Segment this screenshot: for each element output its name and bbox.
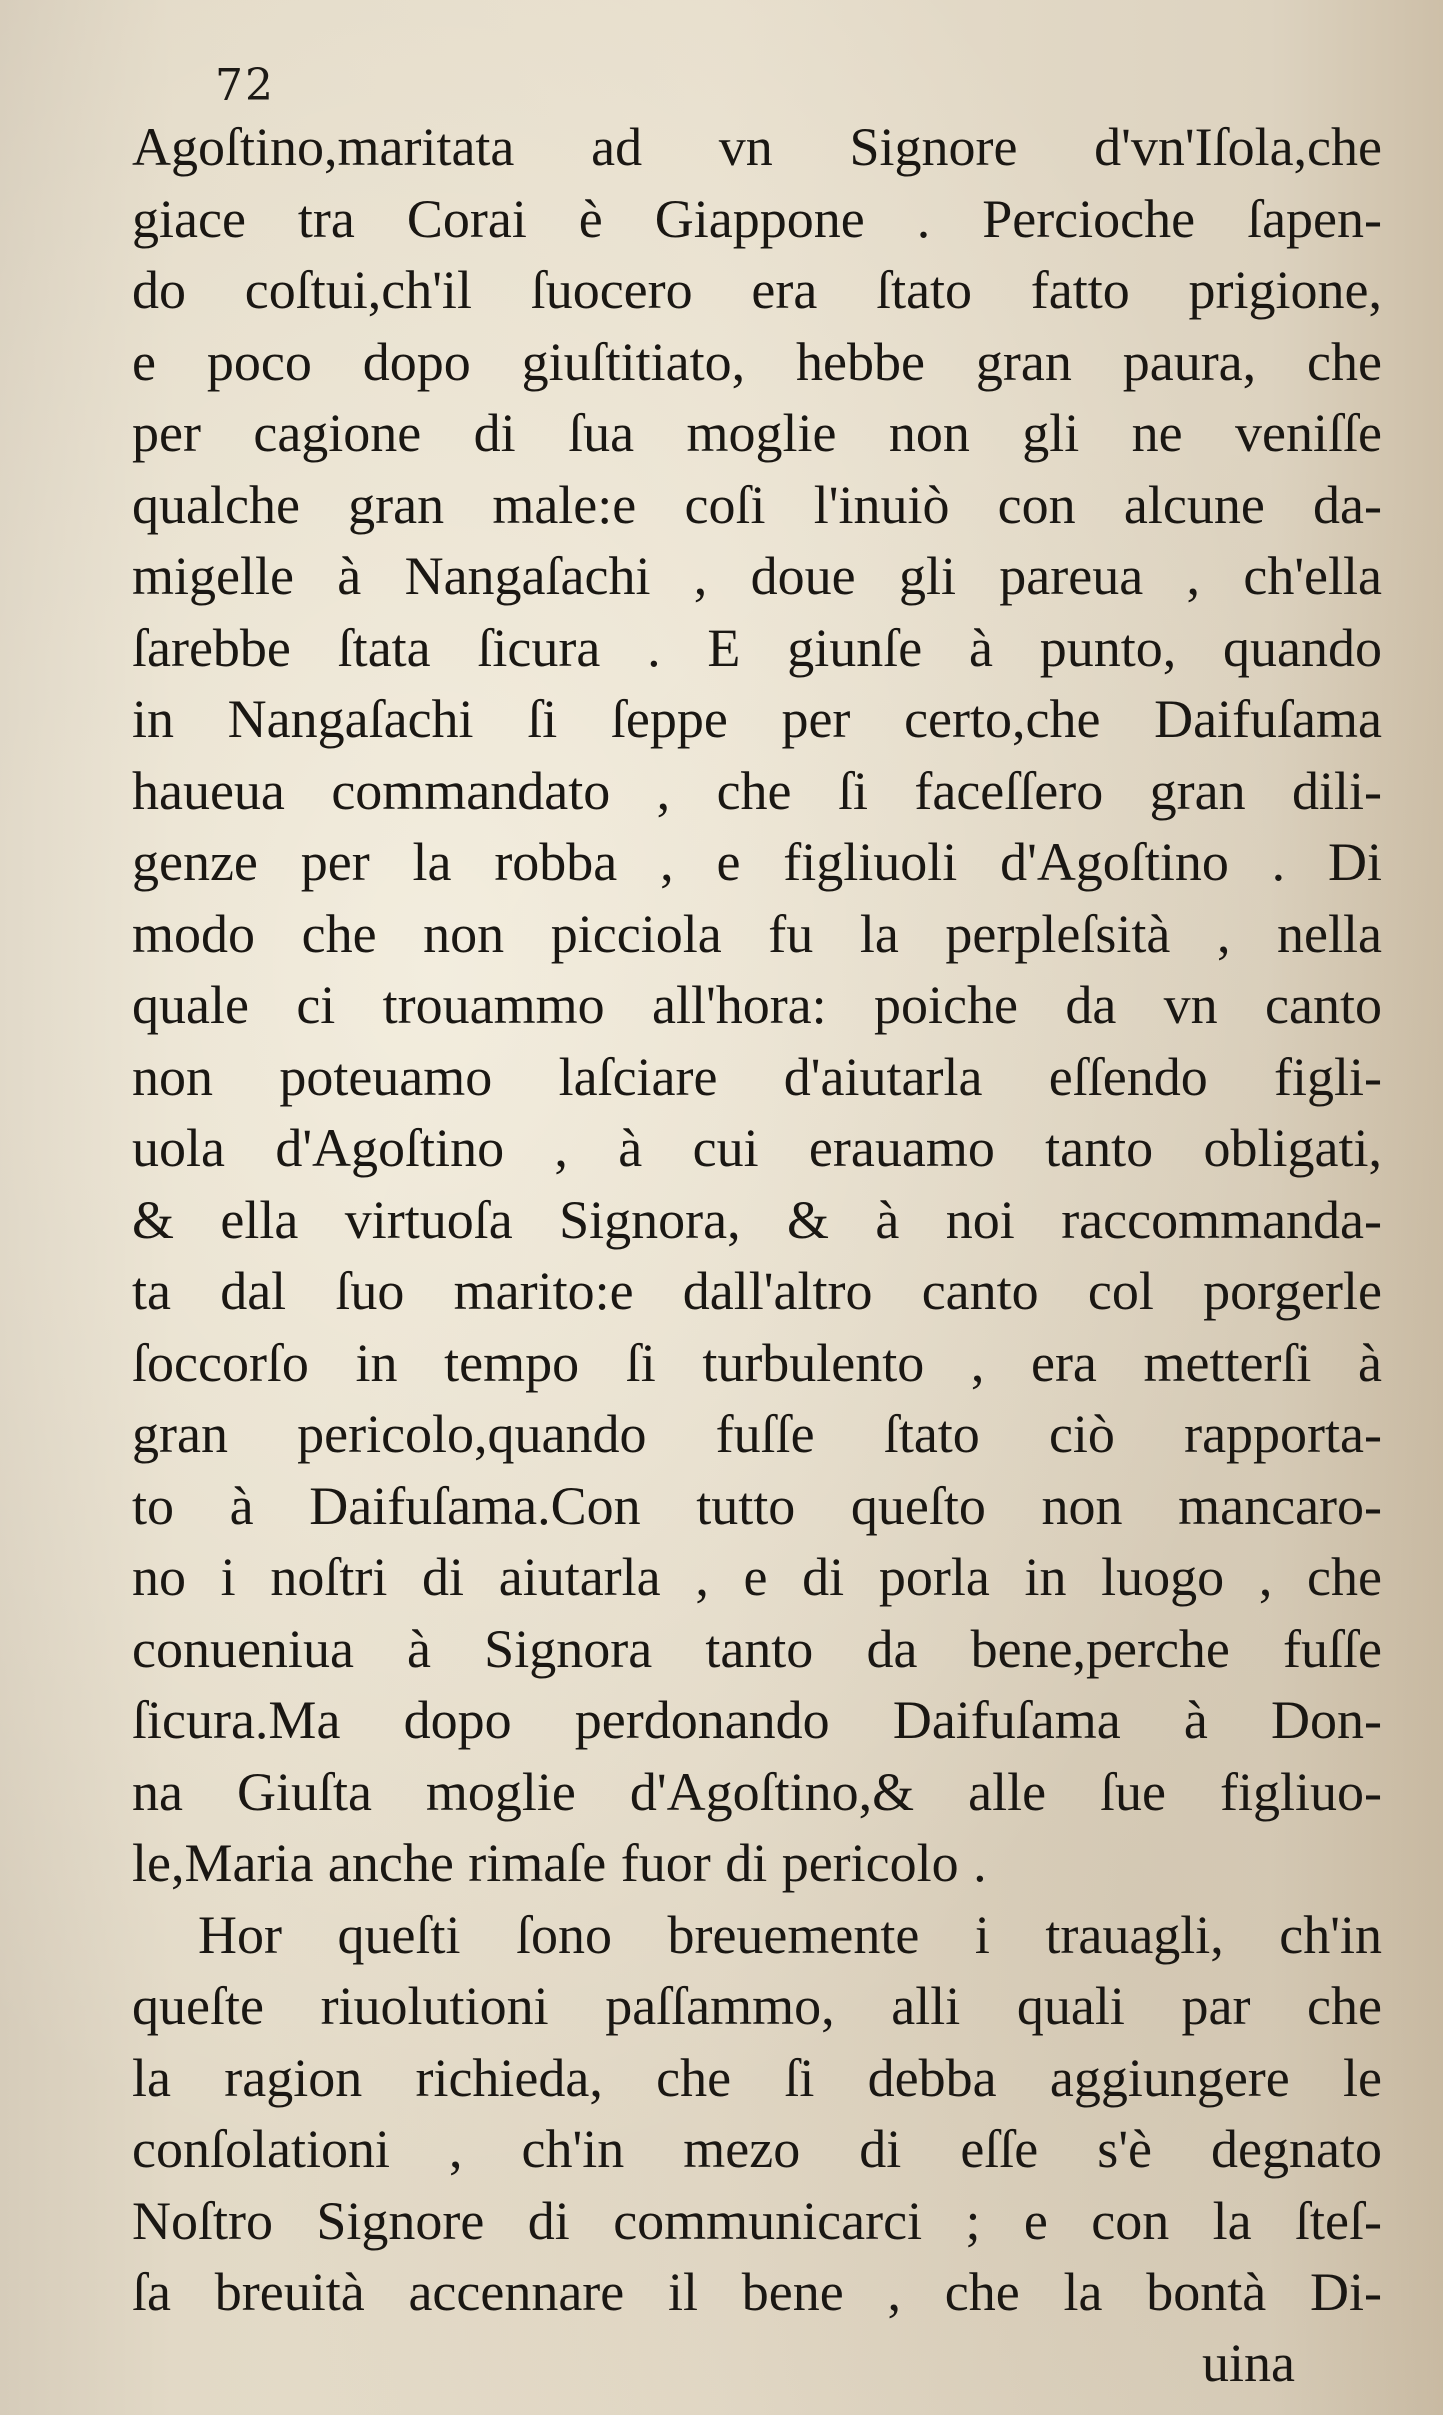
text-line: uola d'Agoſtino , à cui erauamo tanto obligati, <box>132 1118 1382 1178</box>
text-line: e poco dopo giuſtitiato, hebbe gran paura, che <box>132 331 1382 392</box>
text-line: per cagione di ſua moglie non gli ne veniſſe <box>132 403 1382 463</box>
text-line: gran pericolo,quando fuſſe ſtato ciò rapporta- <box>132 1404 1382 1464</box>
page-number: 72 <box>215 60 275 111</box>
text-line: modo che non picciola fu la perpleſsità , nella <box>132 903 1382 964</box>
text-line: Hor queſti ſono breuemente i trauagli, ch'in <box>198 1904 1382 1965</box>
text-line: Noſtro Signore di communicarci ; e con la ſteſ- <box>132 2190 1382 2251</box>
text-line: giace tra Corai è Giappone . Percioche ſapen- <box>132 188 1382 249</box>
text-line: ſicura.Ma dopo perdonando Daifuſama à Don- <box>132 1690 1382 1750</box>
text-line: na Giuſta moglie d'Agoſtino,& alle ſue figliuo- <box>132 1761 1382 1822</box>
text-line: no i noſtri di aiutarla , e di porla in luogo , che <box>132 1547 1382 1607</box>
text-line: conueniua à Signora tanto da bene,perche fuſſe <box>132 1618 1382 1679</box>
text-line: ſa breuità accennare il bene , che la bontà Di- <box>132 2262 1382 2322</box>
text-line: haueua commandato , che ſi faceſſero gran dili- <box>132 760 1382 821</box>
text-line: conſolationi , ch'in mezo di eſſe s'è degnato <box>132 2119 1382 2179</box>
text-line: queſte riuolutioni paſſammo, alli quali par che <box>132 1976 1382 2036</box>
text-line: quale ci trouammo all'hora: poiche da vn canto <box>132 975 1382 1035</box>
text-line: Agoſtino,maritata ad vn Signore d'vn'Iſola,che <box>132 117 1382 177</box>
text-line: to à Daifuſama.Con tutto queſto non mancaro- <box>132 1475 1382 1536</box>
text-line: qualche gran male:e coſi l'inuiò con alcune da- <box>132 474 1382 535</box>
text-line: & ella virtuoſa Signora, & à noi raccommanda- <box>132 1189 1382 1250</box>
text-line: le,Maria anche rimaſe fuor di pericolo . <box>132 1833 987 1893</box>
text-line: ta dal ſuo marito:e dall'altro canto col porgerle <box>132 1261 1382 1321</box>
text-line: la ragion richieda, che ſi debba aggiungere le <box>132 2047 1382 2108</box>
body-text <box>132 112 1382 2329</box>
text-line: ſoccorſo in tempo ſi turbulento , era metterſi à <box>132 1332 1382 1393</box>
text-line: ſarebbe ſtata ſicura . E giunſe à punto, quando <box>132 617 1382 678</box>
text-line: migelle à Nangaſachi , doue gli pareua , ch'ella <box>132 546 1382 606</box>
catchword: uina <box>1202 2333 1295 2393</box>
text-line: in Nangaſachi ſi ſeppe per certo,che Daifuſama <box>132 689 1382 749</box>
text-line: genze per la robba , e figliuoli d'Agoſtino . Di <box>132 832 1382 892</box>
text-line: non poteuamo laſciare d'aiutarla eſſendo figli- <box>132 1046 1382 1107</box>
text-line: do coſtui,ch'il ſuocero era ſtato fatto prigione, <box>132 260 1382 320</box>
